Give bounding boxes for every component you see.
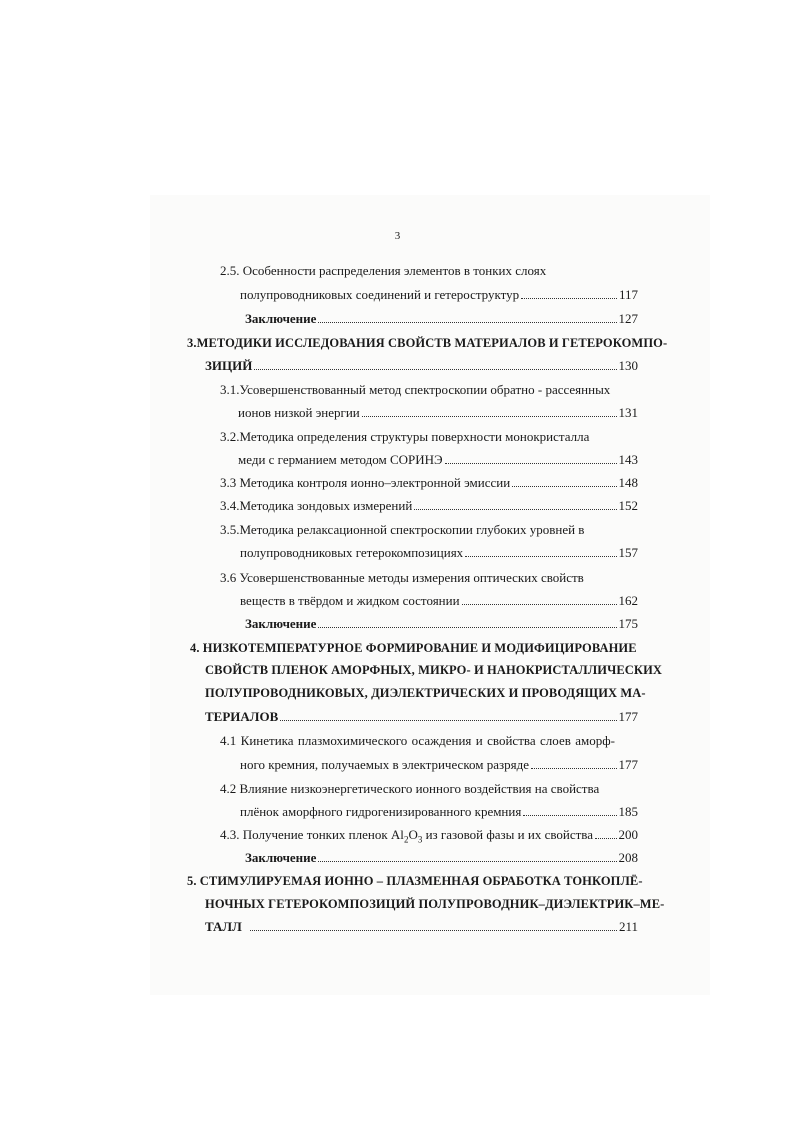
dot-leader xyxy=(523,804,616,816)
page-ref: 130 xyxy=(618,358,638,373)
toc-entry-4-3[interactable] xyxy=(220,827,638,848)
dot-leader xyxy=(531,757,617,769)
toc-chapter-4-title-2: СВОЙСТВ ПЛЕНОК АМОРФНЫХ, МИКРО- И НАНОКРИСТАЛЛИЧЕСКИХ xyxy=(205,663,663,677)
toc-chapter-4-title-3: ПОЛУПРОВОДНИКОВЫХ, ДИЭЛЕКТРИЧЕСКИХ И ПРОВОДЯЩИХ МА- xyxy=(205,686,646,700)
page-ref: 208 xyxy=(618,850,638,865)
entry-title: 3.4.Методика зондовых измерений xyxy=(220,498,413,513)
dot-leader xyxy=(521,287,617,299)
page-ref: 157 xyxy=(618,545,638,560)
conclusion-label: Заключение xyxy=(245,850,317,865)
page-ref: 143 xyxy=(618,452,638,467)
page-ref: 148 xyxy=(618,475,638,490)
toc-entry-2-5-title-cont: полупроводниковых соединений и гетероструктур xyxy=(240,287,520,302)
toc-chapter-5-title-1: 5. СТИМУЛИРУЕМАЯ ИОННО – ПЛАЗМЕННАЯ ОБРАБОТКА ТОНКОПЛЁ- xyxy=(187,874,643,888)
page-ref: 117 xyxy=(618,287,638,302)
dot-leader xyxy=(512,475,616,487)
page-ref: 177 xyxy=(618,757,638,772)
page-ref: 211 xyxy=(618,919,638,934)
page-ref: 177 xyxy=(618,709,638,724)
page-ref: 200 xyxy=(618,827,638,842)
chapter-title-cont: ТЕРИАЛОВ xyxy=(205,709,279,724)
toc-chapter-5-title-2: НОЧНЫХ ГЕТЕРОКОМПОЗИЦИЙ ПОЛУПРОВОДНИК–ДИЭЛЕКТРИК–МЕ- xyxy=(205,897,665,911)
toc-entry-3-3[interactable] xyxy=(220,475,638,491)
conclusion-label: Заключение xyxy=(245,616,317,631)
toc-entry-3-6-title: 3.6 Усовершенствованные методы измерения оптических свойств xyxy=(220,570,584,585)
toc-entry-3-5[interactable] xyxy=(240,545,638,561)
page-number: 3 xyxy=(394,230,401,242)
entry-title: 3.3 Методика контроля ионно–электронной эмиссии xyxy=(220,475,511,490)
dot-leader xyxy=(445,452,617,464)
dot-leader xyxy=(414,498,616,510)
entry-title-cont: полупроводниковых гетерокомпозициях xyxy=(240,545,464,560)
toc-entry-3-2[interactable] xyxy=(238,452,638,468)
toc-chapter-3-title: 3.МЕТОДИКИ ИССЛЕДОВАНИЯ СВОЙСТВ МАТЕРИАЛОВ И ГЕТЕРОКОМПО- xyxy=(187,336,668,350)
dot-leader xyxy=(462,593,617,605)
toc-conclusion-ch2[interactable] xyxy=(245,311,638,327)
dot-leader xyxy=(318,850,616,862)
page-ref: 152 xyxy=(618,498,638,513)
toc-entry-4-2-title: 4.2 Влияние низкоэнергетического ионного воздействия на свойства xyxy=(220,781,600,796)
toc-entry-4-1[interactable] xyxy=(240,757,638,773)
dot-leader xyxy=(254,358,616,370)
entry-title-cont: плёнок аморфного гидрогенизированного кремния xyxy=(240,804,522,819)
dot-leader xyxy=(362,405,617,417)
toc-conclusion-ch4[interactable] xyxy=(245,850,638,866)
dot-leader xyxy=(595,827,616,839)
toc-entry-3-1[interactable] xyxy=(238,405,638,421)
dot-leader xyxy=(280,709,616,721)
entry-title: 4.3. Получение тонких пленок $Al_2O_3$ из газовой фазы и их свойства xyxy=(220,827,594,845)
toc-entry-3-2-title: 3.2.Методика определения структуры поверхности монокристалла xyxy=(220,429,590,444)
dot-leader xyxy=(318,616,616,628)
entry-title-cont: меди с германием методом СОРИНЭ xyxy=(238,452,443,467)
page-ref: 127 xyxy=(618,311,638,326)
toc-entry-3-5-title: 3.5.Методика релаксационной спектроскопии глубоких уровней в xyxy=(220,522,585,537)
toc-chapter-4[interactable] xyxy=(205,709,638,725)
toc-entry-3-6[interactable] xyxy=(240,593,638,609)
toc-entry-2-5-title: 2.5. Особенности распределения элементов в тонких слоях xyxy=(220,263,547,278)
page-ref: 131 xyxy=(618,405,638,420)
dot-leader xyxy=(250,919,617,931)
toc-chapter-4-title-1: 4. НИЗКОТЕМПЕРАТУРНОЕ ФОРМИРОВАНИЕ И МОДИФИЦИРОВАНИЕ xyxy=(190,641,637,655)
page-ref: 175 xyxy=(618,616,638,631)
toc-chapter-5[interactable] xyxy=(205,919,638,935)
toc-entry-3-4[interactable] xyxy=(220,498,638,514)
page-ref: 185 xyxy=(618,804,638,819)
dot-leader xyxy=(318,311,616,323)
dot-leader xyxy=(465,545,616,557)
entry-title-cont: ионов низкой энергии xyxy=(238,405,360,420)
chapter-title-cont: ЗИЦИЙ xyxy=(205,358,253,373)
page-ref: 162 xyxy=(618,593,638,608)
toc-entry-4-1-title: 4.1 Кинетика плазмохимического осаждения и свойства слоев аморф- xyxy=(220,733,615,748)
entry-title-cont: веществ в твёрдом и жидком состоянии xyxy=(240,593,460,608)
toc-entry-3-1-title: 3.1.Усовершенствованный метод спектроскопии обратно - рассеянных xyxy=(220,382,611,397)
toc-conclusion-ch3[interactable] xyxy=(245,616,638,632)
toc-entry-2-5[interactable] xyxy=(240,287,638,303)
toc-chapter-3[interactable] xyxy=(205,358,638,374)
entry-title-cont: ного кремния, получаемых в электрическом разряде xyxy=(240,757,529,772)
conclusion-label: Заключение xyxy=(245,311,317,326)
chapter-title-cont: ТАЛЛ xyxy=(205,919,242,934)
toc-entry-4-2[interactable] xyxy=(240,804,638,820)
